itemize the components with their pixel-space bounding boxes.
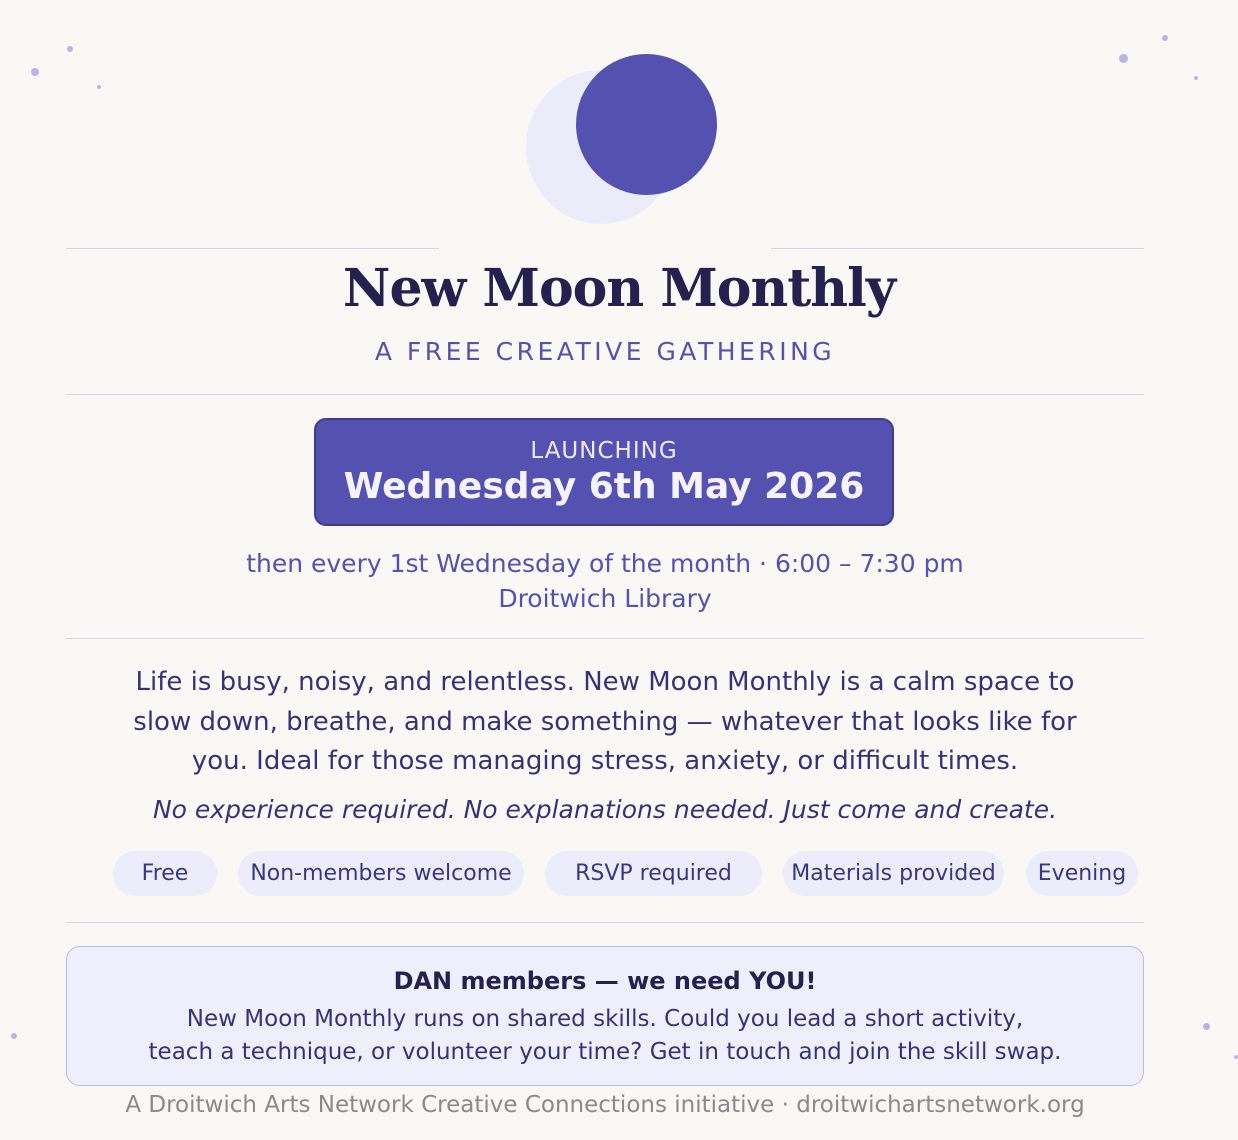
star-decoration-icon [1203,1023,1210,1030]
tag-evening: Evening [1026,851,1138,896]
callout-body [67,1003,1143,1069]
tag-rsvp-required: RSVP required [545,851,762,896]
divider [66,394,1144,395]
launch-date-banner [314,418,894,526]
divider-right [771,248,1144,249]
tag-materials-provided: Materials provided [783,851,1004,896]
star-decoration-icon [1234,1055,1238,1059]
schedule-recurrence: then every 1st Wednesday of the month · 6:00 – 7:30 pm [246,549,964,578]
tag-free: Free [113,851,217,896]
star-decoration-icon [97,85,101,89]
launch-date: Wednesday 6th May 2026 [343,466,865,507]
star-decoration-icon [31,68,39,76]
page-title: New Moon Monthly [342,258,896,319]
star-decoration-icon [1119,54,1128,63]
star-decoration-icon [67,46,73,52]
divider-left [66,248,439,249]
page-subtitle: A FREE CREATIVE GATHERING [374,337,836,366]
schedule-info [0,546,1210,616]
divider [66,922,1144,923]
star-decoration-icon [11,1033,17,1039]
callout-line: teach a technique, or volunteer your time? Get in touch and join the skill swap. [148,1039,1062,1065]
callout-line: New Moon Monthly runs on shared skills. Could you lead a short activity, [186,1006,1024,1032]
tag-non-members-welcome: Non-members welcome [238,851,524,896]
launch-label: LAUNCHING [530,438,678,464]
event-description: Life is busy, noisy, and relentless. New Moon Monthly is a calm space to slow down, breathe, and make something — whatever that looks like for you. Ideal for those managing stress, anxiety, or difficult times. [133,667,1077,776]
new-moon-disc [576,54,717,195]
volunteer-callout [66,946,1144,1086]
event-tagline: No experience required. No explanations needed. Just come and create. [152,795,1058,824]
star-decoration-icon [1162,35,1168,41]
footer-credit: A Droitwich Arts Network Creative Connections initiative · droitwichartsnetwork.org [125,1092,1085,1118]
divider [66,638,1144,639]
star-decoration-icon [1194,76,1198,80]
schedule-location: Droitwich Library [498,584,712,613]
callout-title: DAN members — we need YOU! [393,967,817,995]
